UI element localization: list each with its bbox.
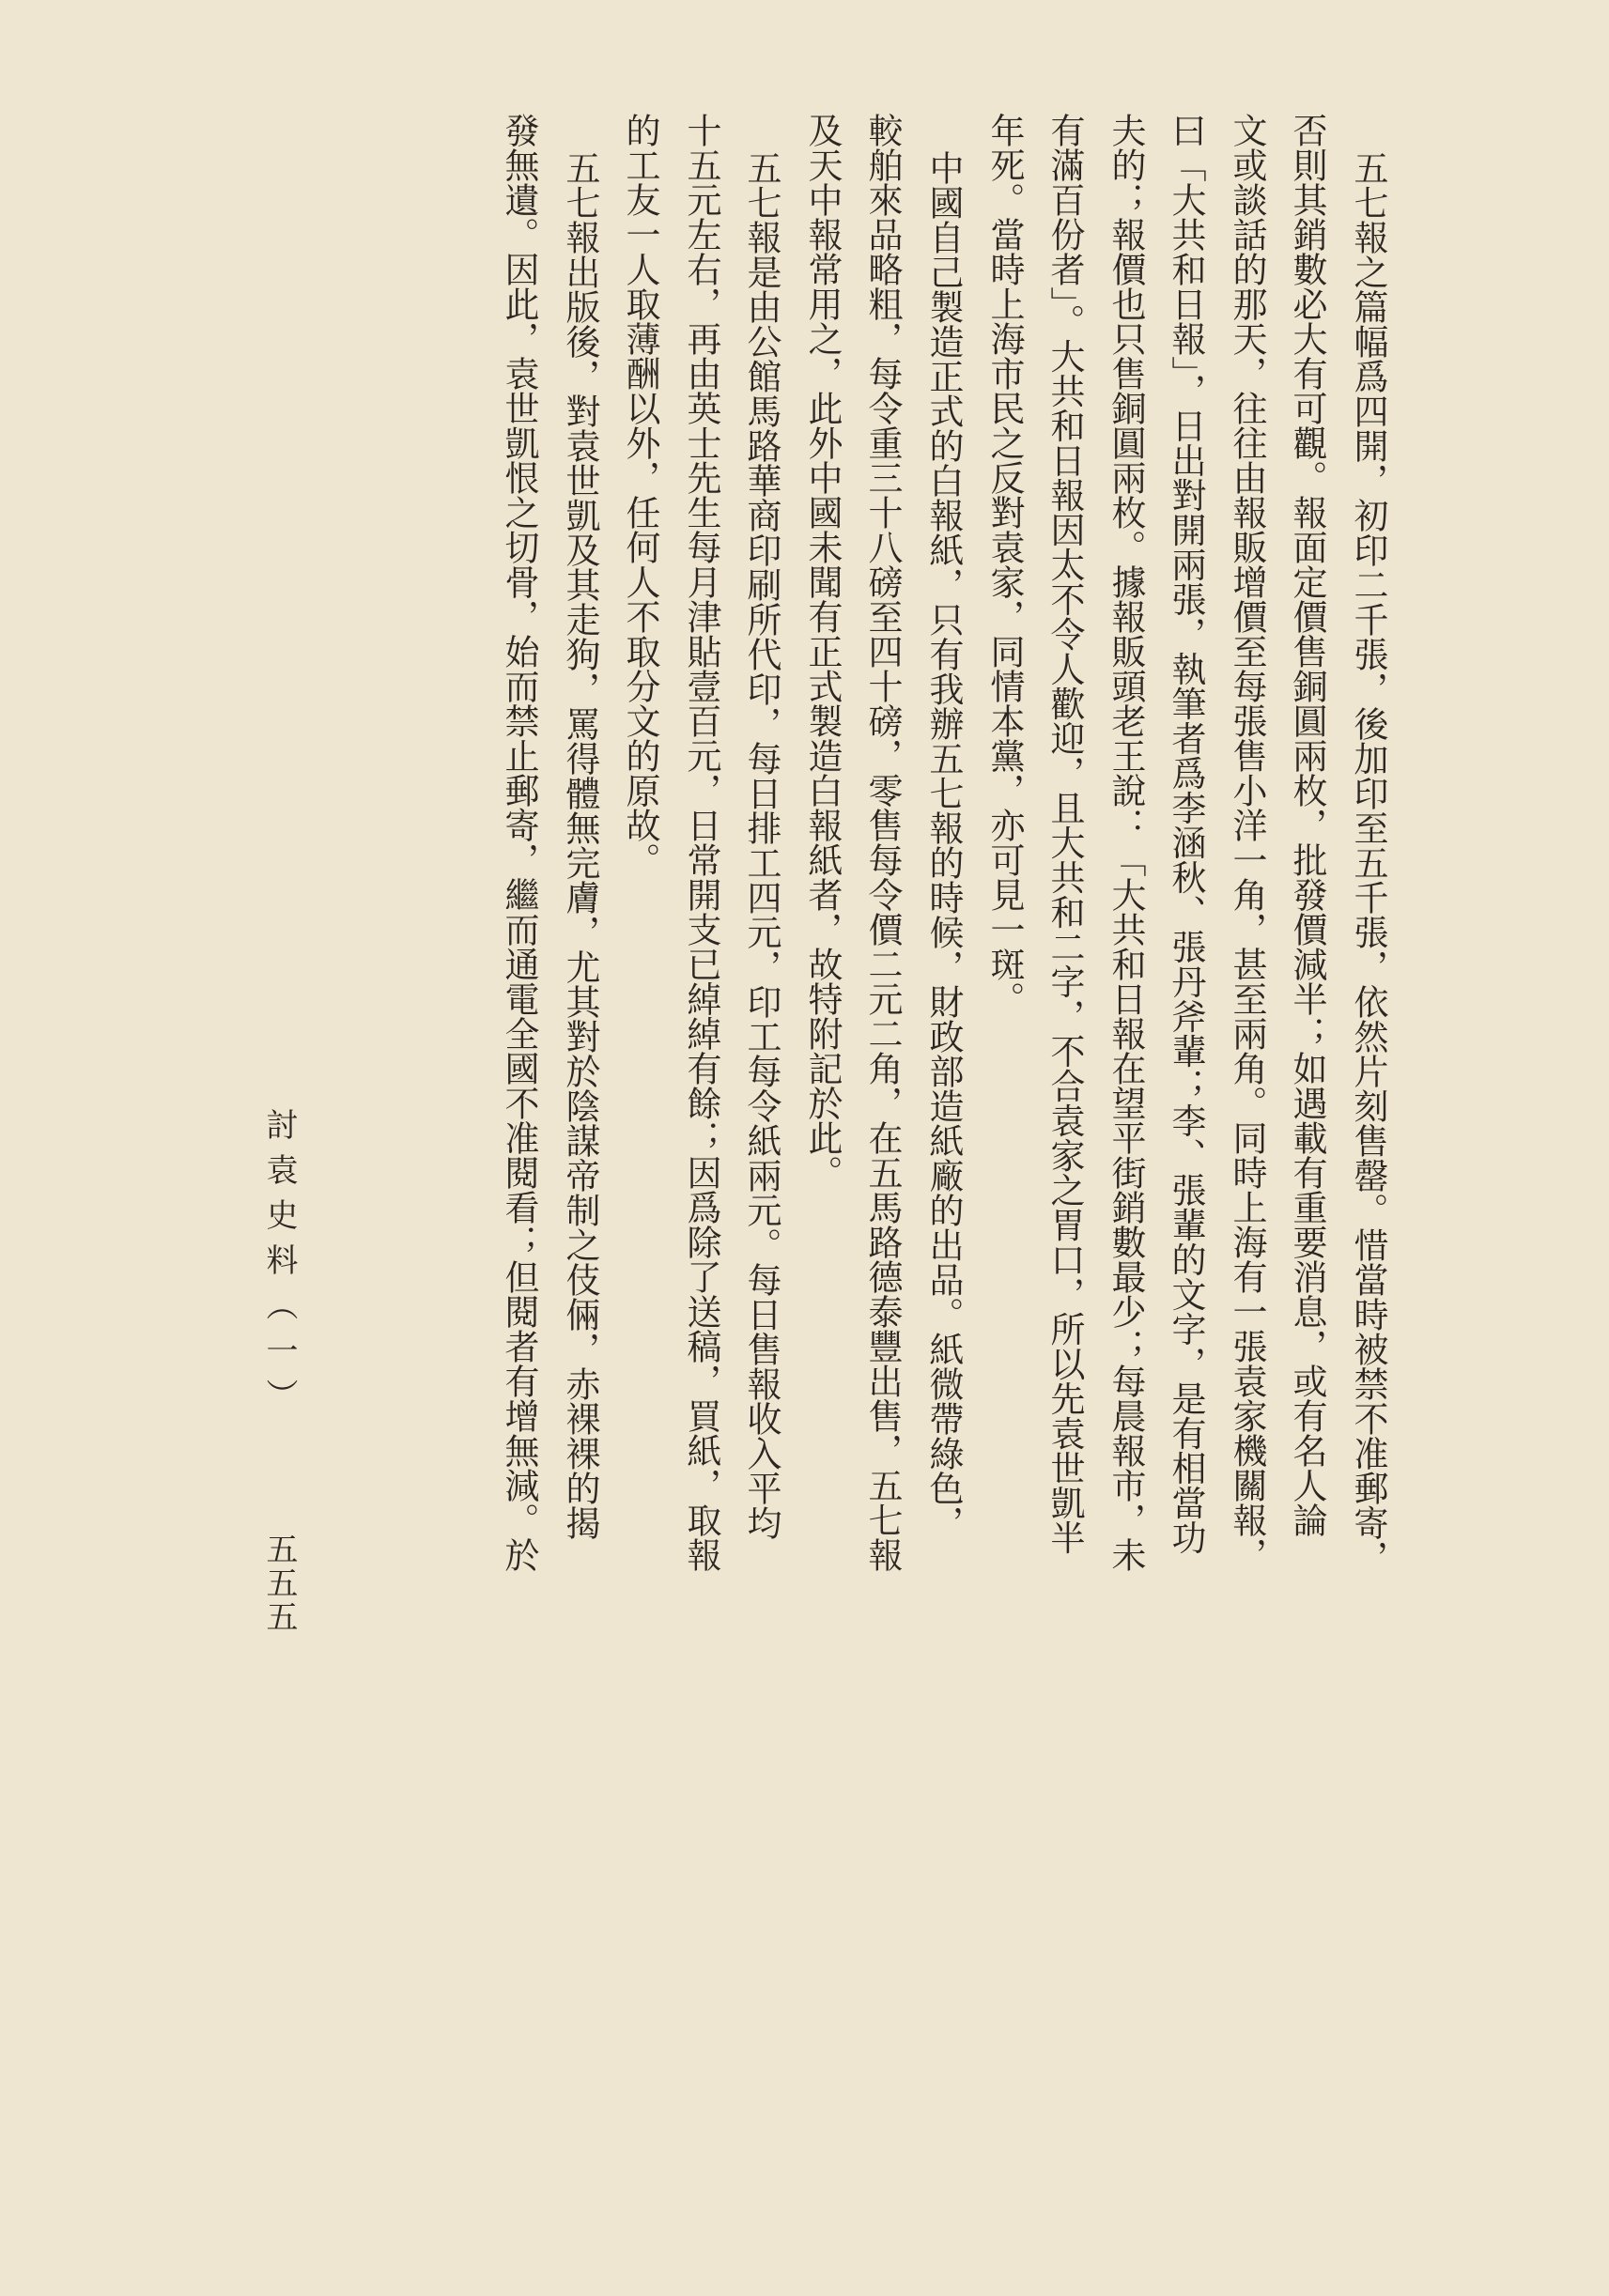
page-number: 五五五 (260, 1533, 298, 1634)
text-column: 文或談話的那天，往往由報販增價至每張售小洋一角，甚至兩角。同時上海有一張袁家機關報， (1227, 113, 1267, 1572)
text-column: 及天中報常用之，此外中國未聞有正式製造白報紙者，故特附記於此。 (802, 113, 843, 1190)
text-column: 有滿百份者」。大共和日報因太不令人歡迎，且大共和二字，不合袁家之胃口，所以先袁世凱半 (1044, 113, 1085, 1555)
text-column: 年死。當時上海市民之反對袁家，同情本黨，亦可見一斑。 (984, 113, 1025, 1016)
text-column: 五七報是由公館馬路華商印刷所代印，每日排工四元，印工每令紙兩元。每日售報收入平均 (741, 150, 781, 1540)
book-title: 討袁史料（一） (260, 1108, 298, 1424)
text-column: 否則其銷數必大有可觀。報面定價售銅圓兩枚，批發價減半；如遇載有重要消息，或有名人論 (1287, 113, 1327, 1537)
text-column: 較舶來品略粗，每令重三十八磅至四十磅，零售每令價二元二角，在五馬路德泰豐出售，五七報 (862, 113, 903, 1572)
text-column: 十五元左右，再由英士先生每月津貼壹百元，日常開支已綽綽有餘；因爲除了送稿，買紙，取報 (681, 113, 721, 1572)
text-column: 發無遺。因此，袁世凱恨之切骨，始而禁止郵寄，繼而通電全國不准閱看；但閱者有增無減。於 (499, 113, 539, 1572)
text-column: 五七報之篇幅爲四開，初印二千張，後加印至五千張，依然片刻售罄。惜當時被禁不准郵寄， (1348, 150, 1388, 1575)
text-column: 中國自己製造正式的白報紙，只有我辦五七報的時候，財政部造紙廠的出品。紙微帶綠色， (923, 150, 964, 1540)
text-column: 夫的；報價也只售銅圓兩枚。據報販頭老王說：「大共和日報在望平街銷數最少；每晨報市，未 (1106, 113, 1146, 1572)
text-column: 五七報出版後，對袁世凱及其走狗，罵得體無完膚，尤其對於陰謀帝制之伎倆，赤裸裸的揭 (560, 150, 600, 1540)
text-column: 的工友一人取薄酬以外，任何人不取分文的原故。 (620, 113, 660, 877)
text-column: 曰「大共和日報」，日出對開兩張，執筆者爲李涵秋、張丹斧輩；李、張輩的文字，是有相當功 (1166, 113, 1206, 1555)
